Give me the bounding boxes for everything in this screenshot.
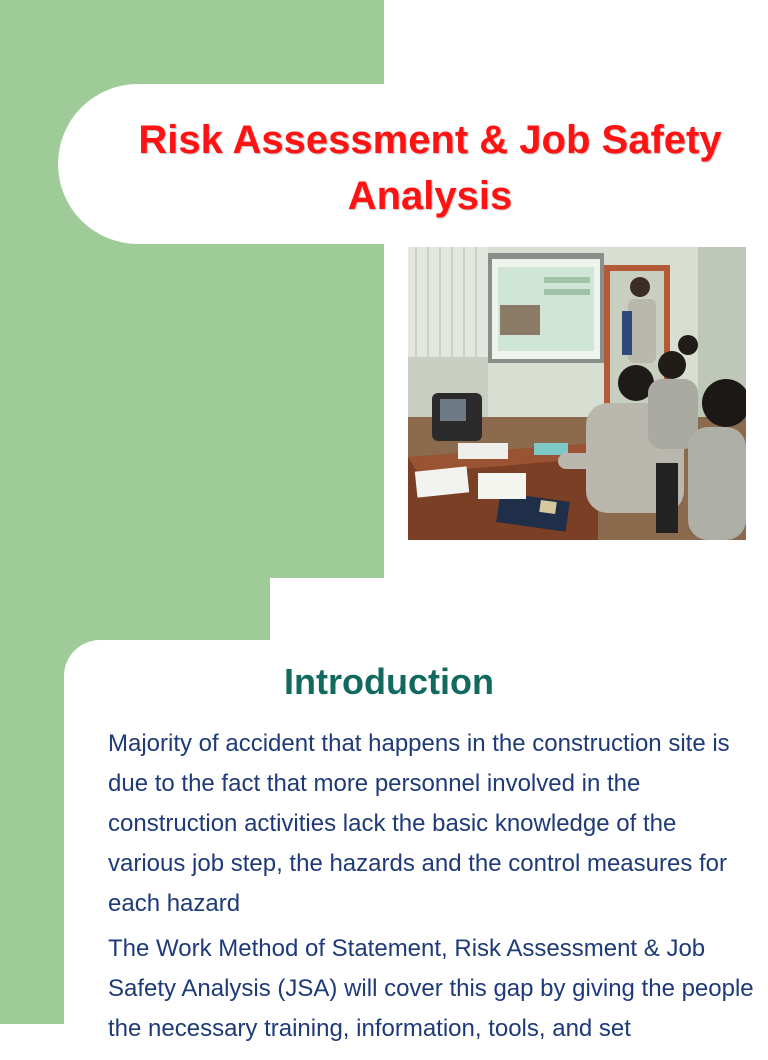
slide-title: Risk Assessment & Job Safety Analysis — [138, 118, 722, 218]
introduction-paragraph: The Work Method of Statement, Risk Assessment & Job Safety Analysis (JSA) will cover this gap by giving the people the necessary training, information, tools, and set — [108, 935, 754, 1042]
introduction-paragraph: Majority of accident that happens in the construction site is due to the fact that more personnel involved in the construction activities lack the basic knowledge of the various job step, the hazards and the control measures for each hazard — [108, 730, 730, 917]
introduction-heading: Introduction — [284, 661, 494, 702]
training-photo — [408, 247, 746, 540]
training-photo-illustration — [408, 247, 746, 540]
